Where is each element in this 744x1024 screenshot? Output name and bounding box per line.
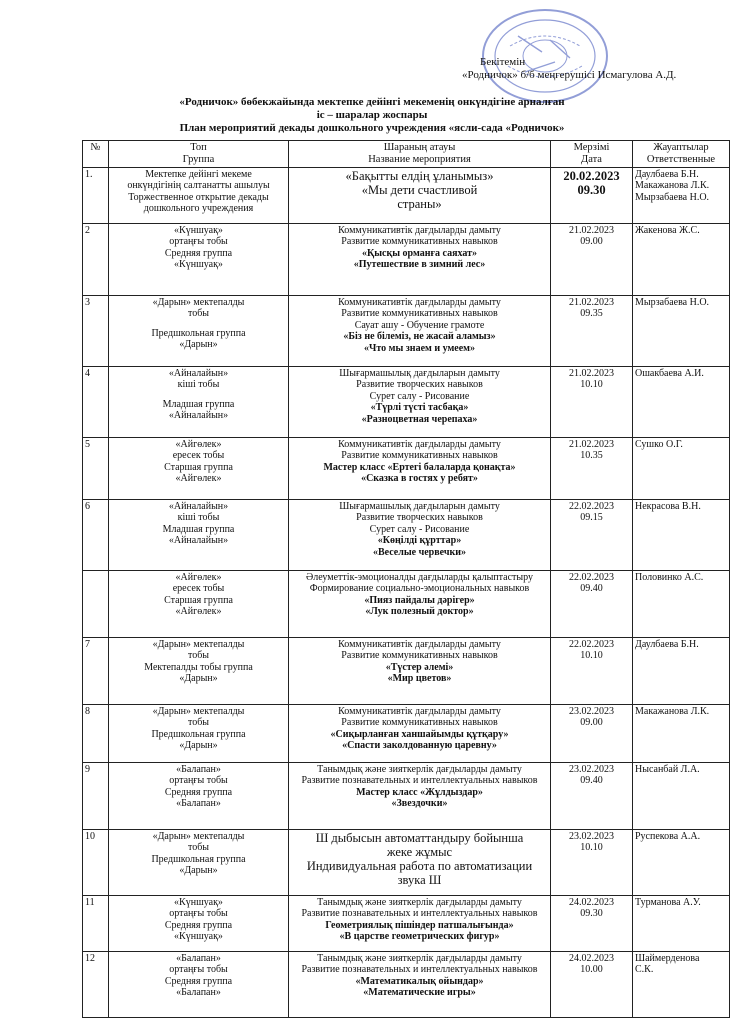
- date-cell-line: 09.00: [580, 717, 603, 729]
- row-number: 7: [83, 638, 109, 705]
- date-cell: [551, 571, 633, 638]
- event-cell-line: Шығармашылық дағдыларын дамыту: [339, 368, 500, 379]
- date-cell-line: 10.10: [580, 379, 603, 391]
- event-cell-line: Геометриялық пішіндер патшалығында»: [325, 919, 514, 931]
- date-cell: [551, 952, 633, 1018]
- table-row: [83, 500, 730, 571]
- group-cell-line: Торжественное открытие декады: [128, 191, 269, 203]
- responsible-cell-line: Нысанбай Л.А.: [635, 764, 700, 775]
- event-cell-line: Сурет салу - Рисование: [369, 523, 470, 535]
- date-cell-line: 21.02.2023: [569, 225, 614, 236]
- event-cell-line: жеке жұмыс: [386, 845, 453, 859]
- date-cell: [551, 830, 633, 896]
- group-cell-line: тобы: [187, 717, 210, 729]
- group-cell-line: дошкольного учреждения: [143, 203, 254, 215]
- approval-signatory: «Родничок» б/б меңгерушісі Исмагулова А.Д.: [462, 69, 677, 81]
- group-cell-line: Предшкольная группа: [151, 853, 246, 865]
- event-cell: [289, 952, 551, 1018]
- group-cell-line: Мектепалды тобы группа: [144, 661, 253, 673]
- event-cell-line: «Математикалық ойындар»: [355, 975, 484, 987]
- event-cell-line: Мастер класс «Ертегі балаларда қонақта»: [323, 461, 516, 473]
- group-cell-line: «Айгөлек»: [175, 473, 222, 485]
- group-cell-line: Средняя группа: [164, 975, 233, 987]
- event-cell-line: «Біз не білеміз, не жасай аламыз»: [343, 331, 496, 343]
- date-cell: [551, 296, 633, 367]
- group-cell-line: «Айналайын»: [168, 501, 229, 512]
- responsible-cell-line: Мырзабаева Н.О.: [635, 191, 710, 203]
- group-cell-line: [111, 391, 286, 399]
- event-cell-line: «Қысқы орманға саяхат»: [361, 247, 477, 259]
- event-cell: [289, 296, 551, 367]
- responsible-cell-line: Турманова А.У.: [635, 897, 701, 908]
- group-cell-line: ортаңғы тобы: [169, 236, 228, 248]
- date-cell-line: 09.35: [580, 308, 603, 320]
- group-cell-line: «Дарын» мектепалды: [152, 706, 245, 717]
- table-row: [83, 438, 730, 500]
- event-cell-line: «Түстер әлемі»: [385, 661, 454, 673]
- date-cell-line: 09.00: [580, 236, 603, 248]
- row-number: 8: [83, 705, 109, 763]
- date-cell: [551, 168, 633, 224]
- event-cell-line: Развитие коммуникативных навыков: [341, 450, 498, 462]
- event-cell-line: Коммуникативтік дағдыларды дамыту: [338, 225, 501, 236]
- group-cell-line: Средняя группа: [164, 786, 233, 798]
- header-num: №: [83, 141, 109, 168]
- event-cell-line: страны»: [397, 197, 442, 211]
- table-row: [83, 296, 730, 367]
- responsible-cell-line: Половинко А.С.: [635, 572, 704, 583]
- group-cell: [109, 296, 289, 367]
- responsible-cell: [633, 168, 730, 224]
- event-cell-line: «Мы дети счастливой: [361, 183, 478, 197]
- date-cell: [551, 638, 633, 705]
- responsible-cell: [633, 571, 730, 638]
- date-cell-line: 22.02.2023: [569, 501, 614, 512]
- group-cell: [109, 763, 289, 830]
- responsible-cell-line: С.К.: [635, 964, 654, 976]
- event-cell-line: «Мир цветов»: [387, 673, 452, 685]
- responsible-cell: [633, 896, 730, 952]
- event-cell-line: Коммуникативтік дағдыларды дамыту: [338, 439, 501, 450]
- event-cell-line: «Разноцветная черепаха»: [361, 413, 478, 425]
- date-cell: [551, 705, 633, 763]
- responsible-cell-line: Жакенова Ж.С.: [635, 225, 700, 236]
- document-title: [0, 96, 744, 135]
- responsible-cell: [633, 763, 730, 830]
- event-cell: [289, 224, 551, 296]
- event-cell-line: Развитие коммуникативных навыков: [341, 717, 498, 729]
- event-cell: [289, 571, 551, 638]
- event-cell: [289, 896, 551, 952]
- group-cell: [109, 638, 289, 705]
- date-cell-line: 23.02.2023: [569, 831, 614, 842]
- group-cell-line: «Күншуақ»: [174, 225, 223, 236]
- group-cell-line: тобы: [187, 308, 210, 320]
- group-cell-line: ортаңғы тобы: [169, 775, 228, 787]
- group-cell: [109, 571, 289, 638]
- event-cell-line: Развитие познавательных и интеллектуальных навыков: [301, 775, 538, 787]
- event-cell-line: «Лук полезный доктор»: [365, 606, 474, 618]
- event-cell-line: Развитие коммуникативных навыков: [341, 650, 498, 662]
- event-cell-line: «В царстве геометрических фигур»: [339, 931, 500, 943]
- event-cell-line: Танымдық және зияткерлік дағдыларды дамыту: [317, 764, 522, 775]
- group-cell: [109, 168, 289, 224]
- row-number: 6: [83, 500, 109, 571]
- group-cell-line: Средняя группа: [164, 247, 233, 259]
- responsible-cell: [633, 638, 730, 705]
- title-line-3: План мероприятий декады дошкольного учреждения «ясли-сада «Родничок»: [179, 122, 565, 134]
- group-cell-line: ересек тобы: [172, 583, 225, 595]
- event-cell-line: Формирование социально-эмоциональных навыков: [309, 583, 530, 595]
- table-row: [83, 763, 730, 830]
- event-cell-line: «Путешествие в зимний лес»: [353, 259, 486, 271]
- group-cell-line: «Күншуақ»: [174, 259, 223, 271]
- event-cell-line: «Сказка в гостях у ребят»: [361, 473, 478, 485]
- group-cell-line: кіші тобы: [177, 512, 220, 524]
- date-cell-line: 22.02.2023: [569, 639, 614, 650]
- group-cell-line: тобы: [187, 650, 210, 662]
- group-cell: [109, 367, 289, 438]
- responsible-cell: [633, 952, 730, 1018]
- table-row: [83, 224, 730, 296]
- date-cell-line: 21.02.2023: [569, 439, 614, 450]
- group-cell: [109, 896, 289, 952]
- group-cell-line: «Айналайын»: [168, 368, 229, 379]
- group-cell: [109, 830, 289, 896]
- event-cell-line: Сурет салу - Рисование: [369, 390, 470, 402]
- responsible-cell-line: Даулбаева Б.Н.: [635, 169, 699, 180]
- date-cell-line: 09.30: [577, 183, 606, 197]
- group-cell-line: Предшкольная группа: [151, 327, 246, 339]
- event-cell: [289, 500, 551, 571]
- responsible-cell-line: Руспекова А.А.: [635, 831, 701, 842]
- header-responsible: Жауаптылар Ответственные: [633, 141, 730, 168]
- event-cell-line: «Математические игры»: [363, 987, 476, 999]
- event-cell-line: Сауат ашу - Обучение грамоте: [354, 319, 485, 331]
- group-cell-line: Младшая группа: [162, 523, 235, 535]
- date-cell-line: 22.02.2023: [569, 572, 614, 583]
- event-cell-line: Развитие творческих навыков: [356, 379, 483, 391]
- group-cell-line: «Дарын»: [179, 673, 218, 685]
- group-cell-line: ортаңғы тобы: [169, 964, 228, 976]
- group-cell-line: «Дарын» мектепалды: [152, 639, 245, 650]
- group-cell-line: «Айналайын»: [168, 535, 229, 547]
- group-cell-line: Младшая группа: [162, 398, 235, 410]
- event-cell-line: «Бақытты елдің ұланымыз»: [345, 169, 494, 183]
- row-number: 3: [83, 296, 109, 367]
- table-row: [83, 168, 730, 224]
- date-cell-line: 21.02.2023: [569, 368, 614, 379]
- table-row: [83, 638, 730, 705]
- group-cell-line: «Дарын» мектепалды: [152, 831, 245, 842]
- group-cell-line: «Дарын»: [179, 865, 218, 877]
- table-row: [83, 705, 730, 763]
- row-number: 9: [83, 763, 109, 830]
- event-cell: [289, 438, 551, 500]
- event-cell-line: Развитие коммуникативных навыков: [341, 236, 498, 248]
- responsible-cell-line: Даулбаева Б.Н.: [635, 639, 699, 650]
- responsible-cell-line: Шаймерденова: [635, 953, 700, 964]
- responsible-cell: [633, 296, 730, 367]
- approval-block: [462, 56, 676, 82]
- group-cell-line: ортаңғы тобы: [169, 908, 228, 920]
- group-cell-line: онкүндігінің салтанатты ашылуы: [127, 180, 270, 192]
- date-cell-line: 09.15: [580, 512, 603, 524]
- group-cell-line: кіші тобы: [177, 379, 220, 391]
- event-cell-line: Развитие коммуникативных навыков: [341, 308, 498, 320]
- group-cell: [109, 438, 289, 500]
- group-cell-line: «Дарын»: [179, 740, 218, 752]
- event-cell-line: Развитие познавательных и интеллектуальных навыков: [301, 964, 538, 976]
- event-cell-line: Коммуникативтік дағдыларды дамыту: [338, 297, 501, 308]
- event-cell-line: «Веселые червечки»: [373, 546, 466, 558]
- event-cell-line: «Түрлі түсті тасбақа»: [370, 402, 469, 414]
- group-cell-line: «Балапан»: [176, 953, 221, 964]
- table-row: [83, 830, 730, 896]
- group-cell-line: «Балапан»: [176, 987, 221, 999]
- date-cell-line: 09.40: [580, 583, 603, 595]
- group-cell-line: «Балапан»: [176, 798, 221, 810]
- event-cell: [289, 367, 551, 438]
- responsible-cell-line: Макажанова Л.К.: [635, 706, 710, 717]
- row-number: 10: [83, 830, 109, 896]
- date-cell-line: 24.02.2023: [569, 897, 614, 908]
- group-cell-line: «Айгөлек»: [175, 439, 222, 450]
- group-cell-line: «Айналайын»: [168, 410, 229, 422]
- approval-title: Бекітемін: [480, 56, 526, 68]
- title-line-2: іс – шаралар жоспары: [316, 109, 428, 121]
- event-cell: [289, 763, 551, 830]
- header-date: Мерзімі Дата: [551, 141, 633, 168]
- event-cell-line: Коммуникативтік дағдыларды дамыту: [338, 706, 501, 717]
- date-cell-line: 09.30: [580, 908, 603, 920]
- table-row: [83, 952, 730, 1018]
- row-number: 5: [83, 438, 109, 500]
- group-cell-line: «Күншуақ»: [174, 897, 223, 908]
- events-table: [82, 140, 730, 1018]
- responsible-cell: [633, 438, 730, 500]
- event-cell-line: Развитие творческих навыков: [356, 512, 483, 524]
- event-cell-line: «Пияз пайдалы дәрігер»: [364, 594, 475, 606]
- event-cell: [289, 638, 551, 705]
- group-cell: [109, 500, 289, 571]
- event-cell-line: Развитие познавательных и интеллектуальных навыков: [301, 908, 538, 920]
- header-event: Шараның атауы Название мероприятия: [289, 141, 551, 168]
- group-cell: [109, 705, 289, 763]
- title-line-1: «Родничок» бөбекжайында мектепке дейінгі мекеменің онкүндігіне арналған: [179, 96, 565, 108]
- event-cell-line: «Что мы знаем и умеем»: [364, 342, 475, 354]
- date-cell-line: 23.02.2023: [569, 706, 614, 717]
- date-cell-line: 10.35: [580, 450, 603, 462]
- event-cell-line: Индивидуальная работа по автоматизации: [306, 859, 533, 873]
- date-cell: [551, 438, 633, 500]
- row-number: 2: [83, 224, 109, 296]
- group-cell-line: «Балапан»: [176, 764, 221, 775]
- row-number: 1.: [83, 168, 109, 224]
- event-cell: [289, 830, 551, 896]
- event-cell-line: Коммуникативтік дағдыларды дамыту: [338, 639, 501, 650]
- date-cell-line: 20.02.2023: [563, 169, 620, 183]
- date-cell: [551, 896, 633, 952]
- event-cell-line: Танымдық және зияткерлік дағдыларды дамыту: [317, 953, 522, 964]
- event-cell-line: Мастер класс «Жұлдыздар»: [356, 786, 483, 798]
- group-cell-line: Мектепке дейінгі мекеме: [145, 169, 252, 180]
- date-cell: [551, 763, 633, 830]
- event-cell-line: Әлеуметтік-эмоционалды дағдыларды қалыптастыру: [306, 572, 533, 583]
- group-cell-line: Старшая группа: [164, 594, 233, 606]
- responsible-cell: [633, 830, 730, 896]
- date-cell-line: 23.02.2023: [569, 764, 614, 775]
- event-cell-line: «Көңілді құрттар»: [377, 535, 462, 547]
- row-number: 11: [83, 896, 109, 952]
- date-cell-line: 10.10: [580, 650, 603, 662]
- event-cell: [289, 168, 551, 224]
- responsible-cell-line: Мырзабаева Н.О.: [635, 297, 710, 308]
- date-cell-line: 09.40: [580, 775, 603, 787]
- group-cell-line: тобы: [187, 842, 210, 854]
- event-cell-line: звука Ш: [397, 873, 442, 887]
- date-cell: [551, 367, 633, 438]
- group-cell: [109, 952, 289, 1018]
- date-cell-line: 10.10: [580, 842, 603, 854]
- date-cell: [551, 500, 633, 571]
- group-cell-line: ересек тобы: [172, 450, 225, 462]
- group-cell-line: [111, 320, 286, 328]
- row-number: 12: [83, 952, 109, 1018]
- group-cell-line: «Айгөлек»: [175, 606, 222, 618]
- table-row: [83, 896, 730, 952]
- row-number: 4: [83, 367, 109, 438]
- date-cell-line: 10.00: [580, 964, 603, 976]
- table-header-row: [83, 141, 730, 168]
- responsible-cell-line: Макажанова Л.К.: [635, 180, 710, 192]
- group-cell-line: Средняя группа: [164, 919, 233, 931]
- responsible-cell: [633, 500, 730, 571]
- event-cell-line: «Звездочки»: [391, 798, 448, 810]
- responsible-cell: [633, 705, 730, 763]
- table-row: [83, 571, 730, 638]
- row-number: [83, 571, 109, 638]
- group-cell-line: «Дарын» мектепалды: [152, 297, 245, 308]
- header-group: Топ Группа: [109, 141, 289, 168]
- event-cell-line: Танымдық және зияткерлік дағдыларды дамыту: [317, 897, 522, 908]
- date-cell-line: 24.02.2023: [569, 953, 614, 964]
- group-cell-line: «Айгөлек»: [175, 572, 222, 583]
- event-cell: [289, 705, 551, 763]
- responsible-cell: [633, 367, 730, 438]
- group-cell: [109, 224, 289, 296]
- group-cell-line: «Күншуақ»: [174, 931, 223, 943]
- event-cell-line: Ш дыбысын автоматтандыру бойынша: [315, 831, 524, 845]
- group-cell-line: Старшая группа: [164, 461, 233, 473]
- responsible-cell-line: Ошакбаева А.И.: [635, 368, 704, 379]
- date-cell-line: 21.02.2023: [569, 297, 614, 308]
- date-cell: [551, 224, 633, 296]
- event-cell-line: «Сиқырланған ханшайымды құтқару»: [330, 728, 509, 740]
- event-cell-line: Шығармашылық дағдыларын дамыту: [339, 501, 500, 512]
- event-cell-line: «Спасти заколдованную царевну»: [342, 740, 497, 752]
- responsible-cell: [633, 224, 730, 296]
- group-cell-line: Предшкольная группа: [151, 728, 246, 740]
- table-row: [83, 367, 730, 438]
- group-cell-line: «Дарын»: [179, 339, 218, 351]
- responsible-cell-line: Сушко О.Г.: [635, 439, 683, 450]
- responsible-cell-line: Некрасова В.Н.: [635, 501, 701, 512]
